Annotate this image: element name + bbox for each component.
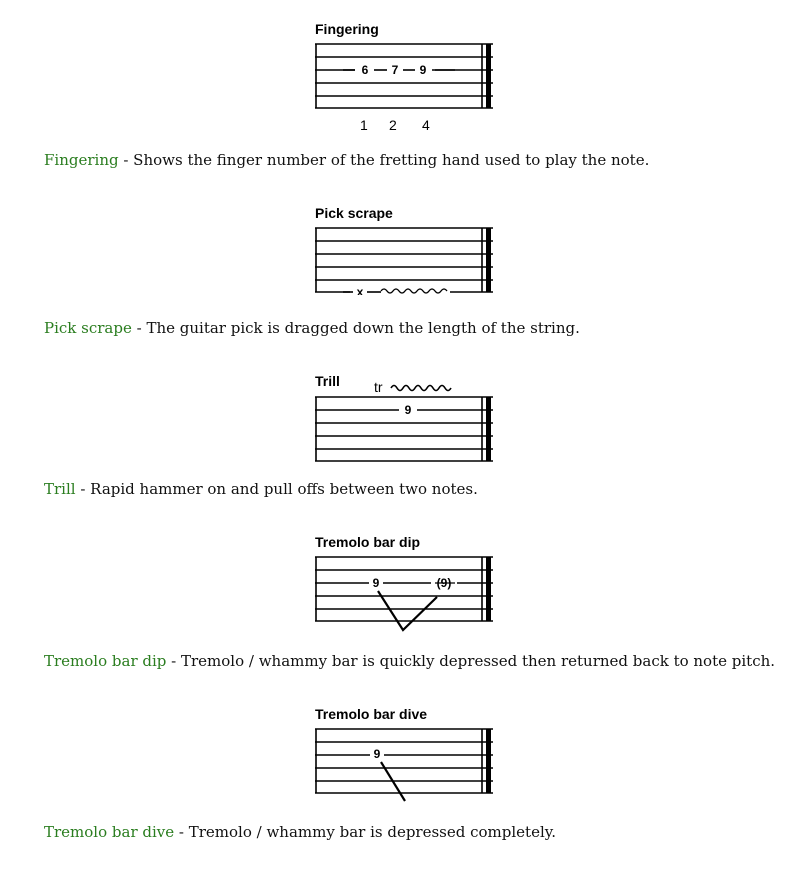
- trill-ornament: tr: [374, 379, 383, 395]
- trill-term: Trill: [44, 480, 76, 498]
- tremolo-dip-term: Tremolo bar dip: [44, 652, 167, 670]
- fingering-note-1: 6: [361, 63, 369, 77]
- tremolo-dive-term: Tremolo bar dive: [44, 823, 175, 841]
- trill-tab-staff: [315, 396, 493, 462]
- pick-scrape-term: Pick scrape: [44, 319, 132, 337]
- fingering-description: [44, 151, 649, 169]
- fingering-note-3: 9: [419, 63, 427, 77]
- fingering-term: Fingering: [44, 151, 119, 169]
- trill-title: Trill: [315, 373, 340, 389]
- fingering-tab-staff: [315, 43, 493, 109]
- trill-text: - Rapid hammer on and pull offs between two notes.: [75, 480, 478, 498]
- tremolo-dip-description: [44, 652, 775, 670]
- fingering-note-2: 7: [391, 63, 399, 77]
- tremolo-dive-title: Tremolo bar dive: [315, 706, 428, 722]
- tremolo-dive-text: - Tremolo / whammy bar is depressed completely.: [174, 823, 557, 841]
- pick-scrape-tab-staff: [315, 227, 493, 293]
- dip-line-icon: [378, 591, 437, 630]
- tremolo-dive-note: 9: [373, 747, 381, 761]
- pick-scrape-text: - The guitar pick is dragged down the length of the string.: [131, 319, 580, 337]
- tremolo-dip-return-note: (9): [436, 576, 452, 590]
- tremolo-dip-tab-staff: [315, 556, 493, 634]
- pick-scrape-title: Pick scrape: [315, 205, 393, 221]
- tremolo-dip-text: - Tremolo / whammy bar is quickly depressed then returned back to note pitch.: [166, 652, 776, 670]
- trill-squiggle-icon: [390, 383, 456, 393]
- tremolo-dip-note: 9: [372, 576, 380, 590]
- finger-number-2: 2: [389, 117, 397, 133]
- tremolo-dive-tab-staff: [315, 728, 493, 804]
- tremolo-dive-description: [44, 823, 556, 841]
- fingering-text: - Shows the finger number of the fretting hand used to play the note.: [118, 151, 650, 169]
- tremolo-dip-title: Tremolo bar dip: [315, 534, 421, 550]
- finger-number-3: 4: [422, 117, 430, 133]
- trill-description: [44, 480, 478, 498]
- finger-number-1: 1: [360, 117, 368, 133]
- fingering-title: Fingering: [315, 21, 379, 37]
- trill-note: 9: [404, 403, 412, 417]
- pick-scrape-description: [44, 319, 580, 337]
- pick-scrape-mark: x: [356, 285, 364, 295]
